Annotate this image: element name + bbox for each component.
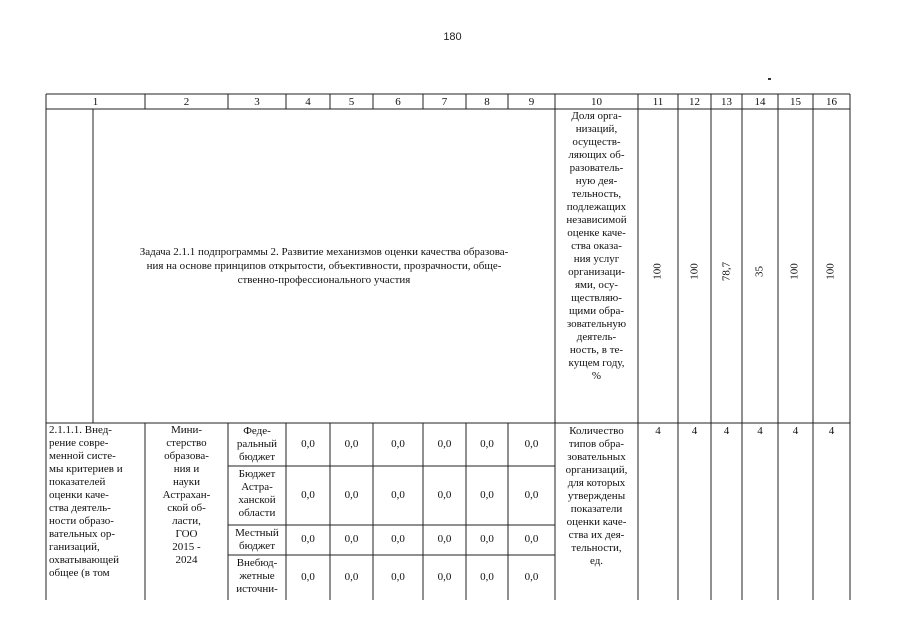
funding-value: 0,0 — [391, 438, 405, 450]
activity-value: 4 — [723, 425, 730, 437]
task-value: 78,7 — [720, 261, 733, 282]
task-value: 100 — [651, 263, 664, 280]
funding-value: 0,0 — [437, 533, 452, 545]
funding-value: 0,0 — [480, 489, 494, 501]
funding-value: 0,0 — [301, 533, 315, 545]
column-header: 2 — [183, 96, 190, 108]
column-header: 3 — [254, 96, 260, 108]
column-header: 16 — [826, 96, 837, 108]
funding-source: Бюджет Астра- ханской области — [238, 468, 276, 519]
activity-value: 4 — [757, 425, 763, 437]
funding-value: 0,0 — [524, 571, 539, 583]
page-number: 180 — [443, 31, 462, 43]
column-header: 8 — [484, 96, 490, 108]
activity-value: 4 — [655, 425, 661, 437]
funding-value: 0,0 — [344, 571, 359, 583]
activity-value: 4 — [792, 425, 799, 437]
column-header: 9 — [528, 96, 535, 108]
funding-value: 0,0 — [437, 438, 452, 450]
activity-name: 2.1.1.1. Внед- рение совре- менной систе- мы критериев и показателей оценки каче- ства деятель- ности образо- вательных ор- ганизаций, охватывающей общее (в том — [49, 424, 123, 579]
column-header: 5 — [348, 96, 355, 108]
column-header: 10 — [591, 96, 602, 108]
task-title: Задача 2.1.1 подпрограммы 2. Развитие механизмов оценки качества образова- ния на основе принципов открытости, объективности, прозрачности, обще- ственно-профессионального участия — [139, 246, 509, 286]
column-header: 11 — [652, 96, 664, 108]
column-header: 4 — [305, 96, 311, 108]
column-header: 13 — [721, 96, 732, 108]
column-header: 7 — [441, 96, 448, 108]
funding-source: Внебюд- жетные источни- — [236, 557, 278, 595]
funding-value: 0,0 — [437, 489, 452, 501]
funding-value: 0,0 — [524, 489, 539, 501]
activity-executor: Мини- стерство образова- ния и науки Астрахан- ской об- ласти, ГОО 2015 - 2024 — [162, 424, 211, 566]
task-value: 100 — [824, 263, 837, 280]
funding-value: 0,0 — [480, 533, 494, 545]
funding-value: 0,0 — [480, 438, 494, 450]
activity-value: 4 — [691, 425, 698, 437]
column-header: 15 — [790, 96, 801, 108]
funding-value: 0,0 — [480, 571, 494, 583]
funding-value: 0,0 — [524, 533, 539, 545]
funding-value: 0,0 — [391, 489, 405, 501]
activity-indicator: Количество типов обра- зовательных организаций, для которых утверждены показатели оценки каче- ства их дея- тельности, ед. — [565, 425, 628, 567]
column-header: 1 — [92, 96, 99, 108]
funding-value: 0,0 — [344, 533, 359, 545]
funding-value: 0,0 — [301, 438, 315, 450]
column-header: 12 — [689, 96, 700, 108]
funding-value: 0,0 — [437, 571, 452, 583]
funding-value: 0,0 — [301, 489, 315, 501]
task-value: 35 — [753, 266, 766, 277]
funding-value: 0,0 — [524, 438, 539, 450]
funding-value: 0,0 — [344, 489, 359, 501]
funding-source: Феде- ральный бюджет — [236, 425, 278, 463]
task-value: 100 — [688, 263, 701, 280]
funding-value: 0,0 — [301, 571, 315, 583]
funding-source: Местный бюджет — [235, 527, 279, 552]
column-header: 14 — [754, 96, 766, 108]
task-value: 100 — [788, 263, 801, 280]
task-indicator: Доля орга- низаций, осуществ- ляющих об- разователь- ную дея- тельность, подлежащих независимой оценке каче- ства оказа- ния услуг организаци- ями, осу- ществляю- щими обра- зовательную деятель- ность, в те- кущем году, % — [566, 110, 627, 382]
column-header: 6 — [395, 96, 401, 108]
funding-value: 0,0 — [391, 571, 405, 583]
funding-value: 0,0 — [391, 533, 405, 545]
activity-value: 4 — [828, 425, 835, 437]
funding-value: 0,0 — [344, 438, 359, 450]
